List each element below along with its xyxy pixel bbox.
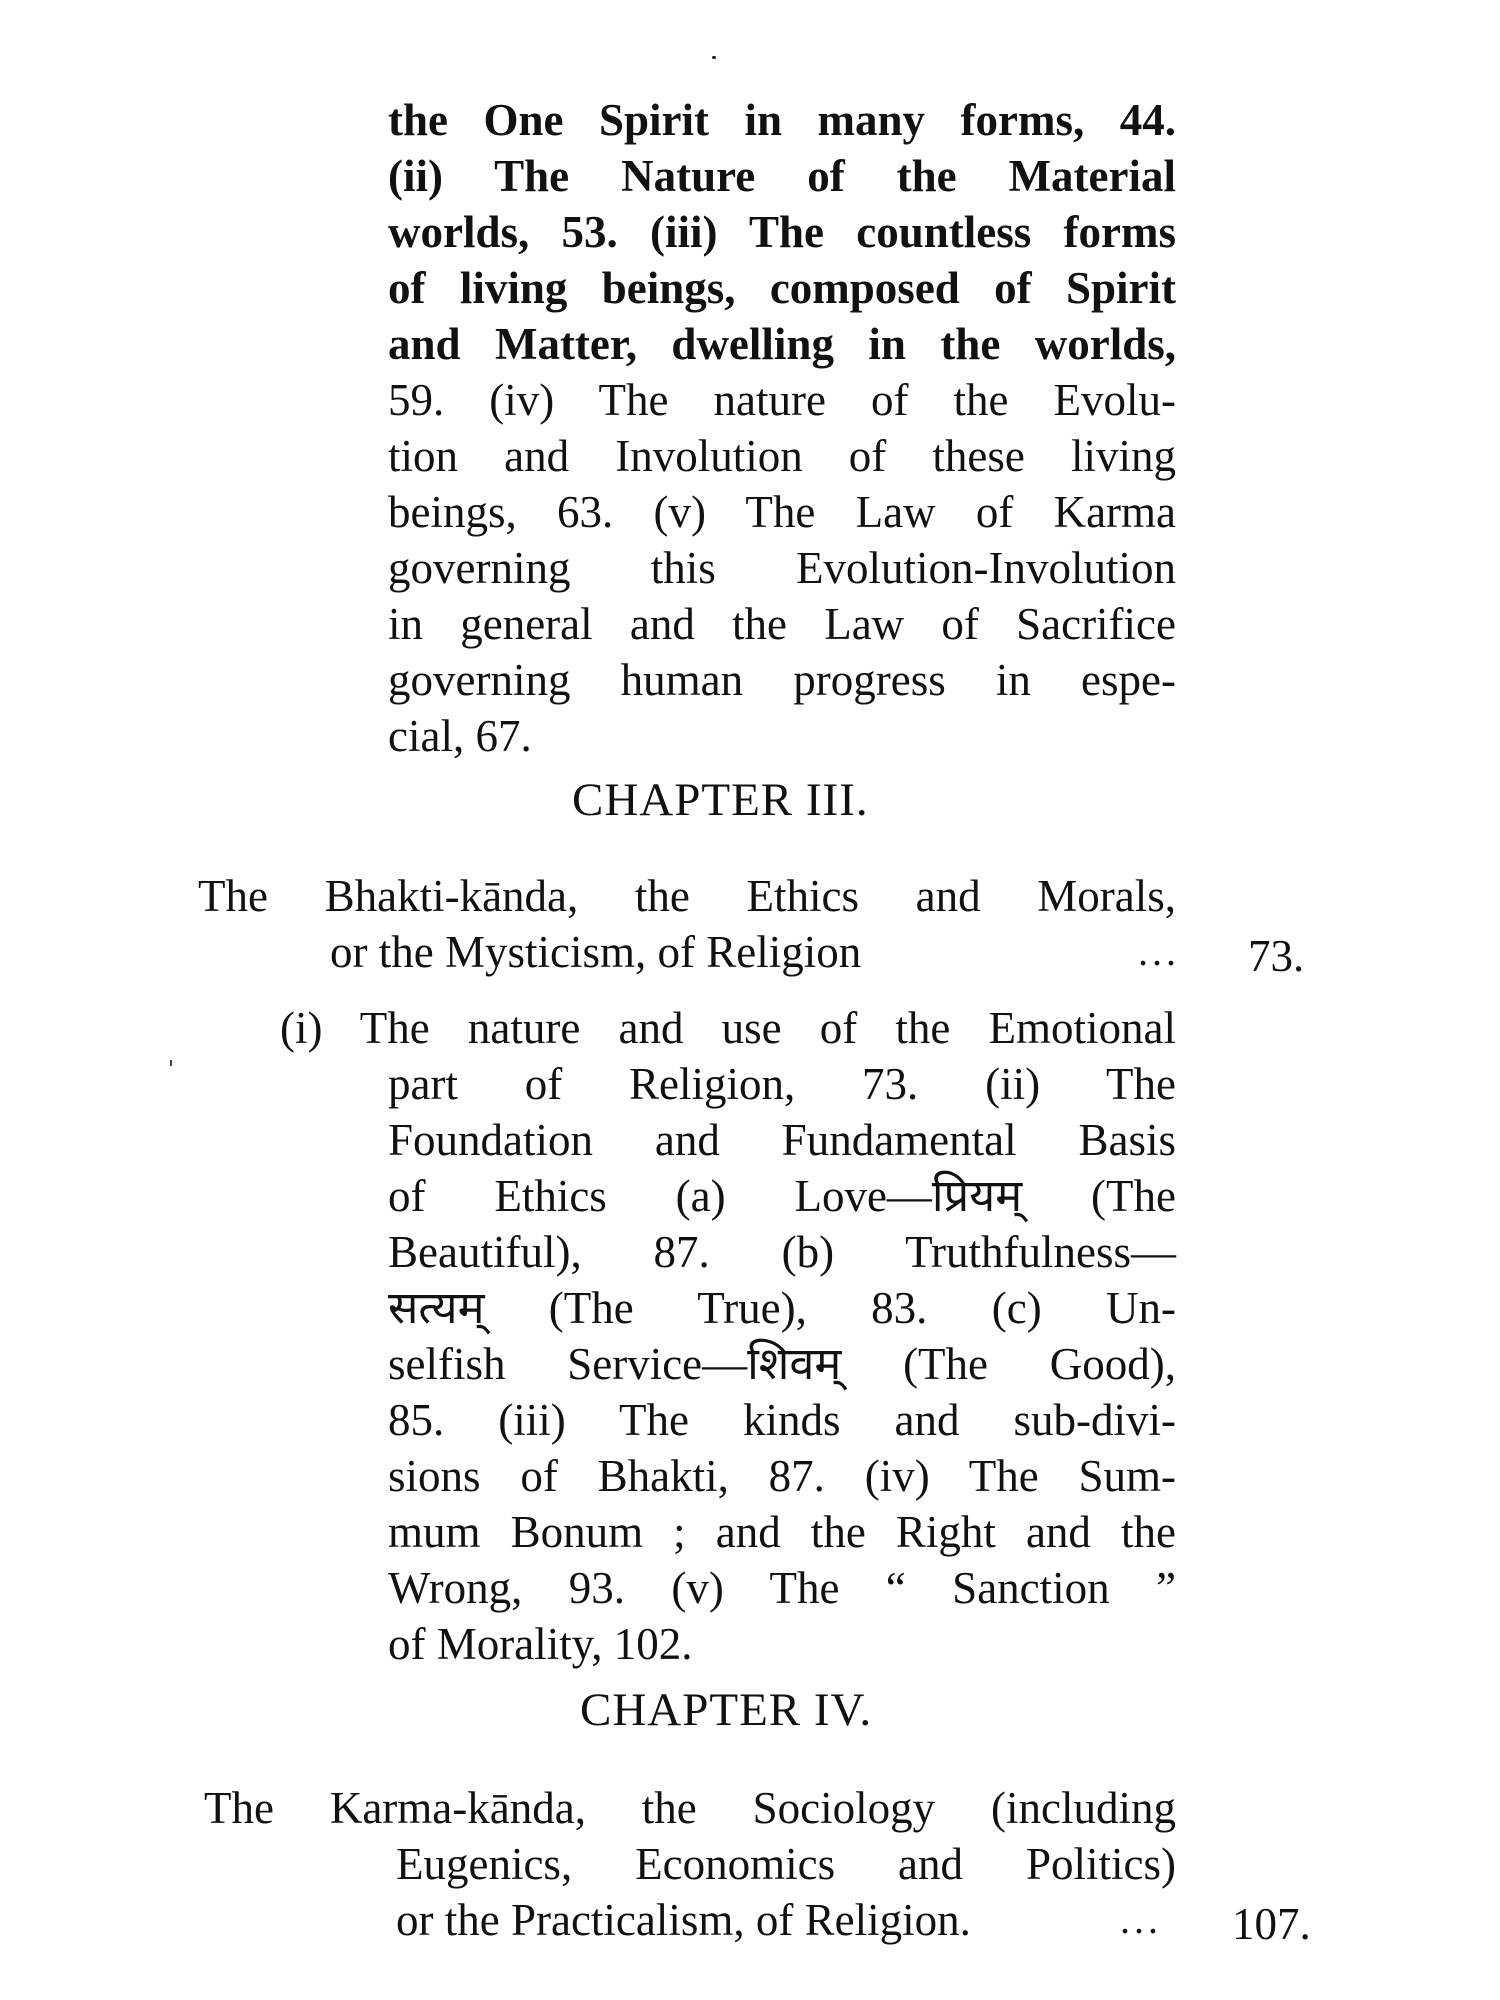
leader-dots: ... bbox=[1138, 929, 1180, 974]
toc-text-line: worlds, 53. (iii) The countless forms bbox=[388, 207, 1176, 257]
toc-text-line: of Morality, 102. bbox=[388, 1619, 693, 1669]
toc-text-line: Beautiful), 87. (b) Truthfulness— bbox=[388, 1227, 1176, 1277]
toc-text-line: of living beings, composed of Spirit bbox=[388, 263, 1176, 313]
chapter-title-line: The Bhakti-kānda, the Ethics and Morals, bbox=[198, 871, 1176, 921]
toc-text-line: sions of Bhakti, 87. (iv) The Sum- bbox=[388, 1451, 1176, 1501]
toc-text-line: in general and the Law of Sacrifice bbox=[388, 599, 1176, 649]
print-speck bbox=[712, 56, 716, 59]
chapter-title-line: The Karma-kānda, the Sociology (including bbox=[204, 1783, 1176, 1833]
leader-dots: ... bbox=[1120, 1897, 1162, 1942]
chapter-title-line: or the Practicalism, of Religion. bbox=[396, 1895, 971, 1945]
page-number: 73. bbox=[1248, 931, 1305, 981]
chapter-heading: CHAPTER IV. bbox=[580, 1684, 873, 1736]
toc-text-line: governing this Evolution-Involution bbox=[388, 543, 1176, 593]
chapter-heading: CHAPTER III. bbox=[572, 774, 869, 826]
toc-text-line: selfish Service—शिवम् (The Good), bbox=[388, 1339, 1176, 1389]
toc-text-line: mum Bonum ; and the Right and the bbox=[388, 1507, 1176, 1557]
toc-text-line: beings, 63. (v) The Law of Karma bbox=[388, 487, 1176, 537]
toc-text-line: and Matter, dwelling in the worlds, bbox=[388, 319, 1176, 369]
toc-text-line: part of Religion, 73. (ii) The bbox=[388, 1059, 1176, 1109]
toc-text-line: Wrong, 93. (v) The “ Sanction ” bbox=[388, 1563, 1176, 1613]
toc-text-line: 59. (iv) The nature of the Evolu- bbox=[388, 375, 1176, 425]
toc-text-line: (i) The nature and use of the Emotional bbox=[280, 1003, 1176, 1053]
toc-text-line: 85. (iii) The kinds and sub-divi- bbox=[388, 1395, 1176, 1445]
toc-text-line: (ii) The Nature of the Material bbox=[388, 151, 1176, 201]
toc-text-line: of Ethics (a) Love—प्रियम् (The bbox=[388, 1171, 1176, 1221]
margin-mark bbox=[170, 1060, 172, 1066]
toc-text-line: Foundation and Fundamental Basis bbox=[388, 1115, 1176, 1165]
toc-text-line: सत्यम् (The True), 83. (c) Un- bbox=[388, 1283, 1176, 1333]
toc-text-line: cial, 67. bbox=[388, 711, 532, 761]
page-number: 107. bbox=[1232, 1899, 1311, 1949]
toc-text-line: the One Spirit in many forms, 44. bbox=[388, 95, 1176, 145]
toc-text-line: governing human progress in espe- bbox=[388, 655, 1176, 705]
toc-text-line: tion and Involution of these living bbox=[388, 431, 1176, 481]
chapter-title-line: or the Mysticism, of Religion bbox=[330, 927, 862, 977]
chapter-title-line: Eugenics, Economics and Politics) bbox=[396, 1839, 1176, 1889]
